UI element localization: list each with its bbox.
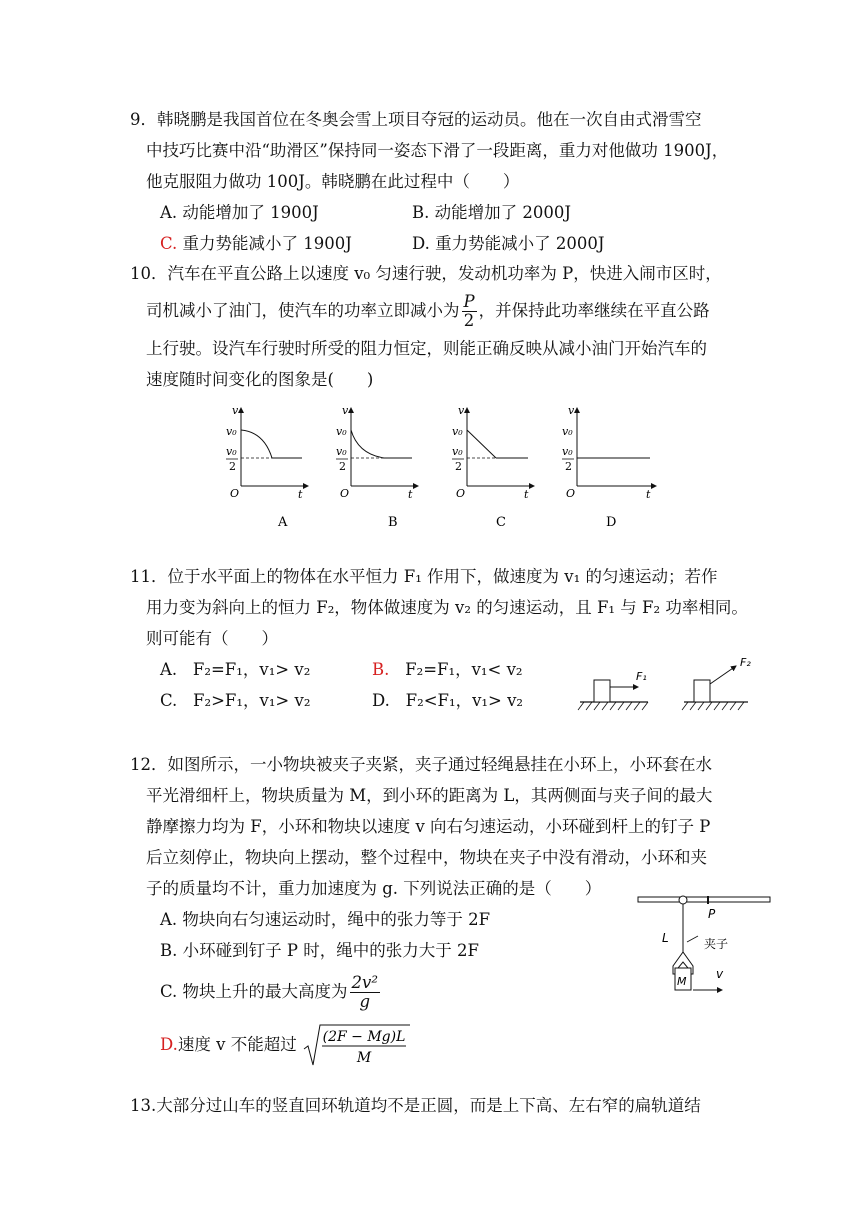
v0-label: v₀ <box>452 425 463 438</box>
question-9 <box>130 104 730 259</box>
v0-half-num: v₀ <box>336 445 347 458</box>
sqrt-denominator: M <box>356 1050 372 1066</box>
label-f1: F₁ <box>636 670 647 683</box>
label-clip: 夹子 <box>704 937 729 951</box>
question-10 <box>130 258 730 395</box>
axis-t-label: t <box>408 488 413 501</box>
q11-option-d[interactable]: D. F₂<F₁，v₁> v₂ <box>372 691 524 710</box>
q11-option-b[interactable]: B. F₂=F₁，v₁< v₂ <box>372 660 523 679</box>
v0-half-den: 2 <box>455 460 462 473</box>
q9-options-row-1 <box>130 197 730 228</box>
q11-line-2: 用力变为斜向上的恒力 F₂，物体做速度为 v₂ 的匀速运动，且 F₁ 与 F₂ 功率相同。 <box>146 598 748 617</box>
q9-option-a[interactable]: A. 动能增加了 1900J <box>160 203 319 222</box>
ring <box>679 896 687 904</box>
v0-label: v₀ <box>336 425 347 438</box>
q9-line-3: 他克服阻力做功 100J。韩晓鹏在此过程中（ ） <box>146 172 520 191</box>
graph-a[interactable] <box>226 404 308 530</box>
graph-a-label: A <box>278 515 288 530</box>
graph-d[interactable] <box>562 404 656 530</box>
v0-label: v₀ <box>562 425 573 438</box>
v0-half-num: v₀ <box>452 445 463 458</box>
graph-b[interactable] <box>336 404 418 530</box>
axis-v-label: v <box>232 404 239 417</box>
label-v: v <box>716 967 724 981</box>
q12-line-5: 子的质量均不计，重力加速度为 g. 下列说法正确的是（ ） <box>146 879 602 898</box>
v0-half-den: 2 <box>565 460 572 473</box>
q11-option-c[interactable]: C. F₂>F₁，v₁> v₂ <box>160 691 311 710</box>
diagram-oblique-force <box>682 656 751 710</box>
axis-v-label: v <box>458 404 465 417</box>
q13-line-1: 13.大部分过山车的竖直回环轨道均不是正圆，而是上下高、左右窄的扁轨道结 <box>130 1096 701 1115</box>
axis-v-label: v <box>342 404 349 417</box>
origin-label: O <box>566 487 576 500</box>
force-diagrams <box>576 650 756 716</box>
q12-option-b[interactable]: B. 小环碰到钉子 P 时，绳中的张力大于 2F <box>160 941 479 960</box>
velocity-time-graphs <box>210 404 670 534</box>
diagram-horizontal-force <box>578 670 648 710</box>
q12-line-1: 12．如图所示，一小物块被夹子夹紧，夹子通过轻绳悬挂在小环上，小环套在水 <box>130 755 712 774</box>
q12-option-c[interactable]: C. 物块上升的最大高度为 $\frac{\text{2v²}}{g}$ <box>160 973 378 1011</box>
graph-c-label: C <box>496 515 506 530</box>
axis-t-label: t <box>524 488 529 501</box>
q12-line-2: 平光滑细杆上，物块质量为 M，到小环的距离为 L，其两侧面与夹子间的最大 <box>146 786 713 805</box>
v0-half-den: 2 <box>339 460 346 473</box>
q12-option-a[interactable]: A. 物块向右匀速运动时，绳中的张力等于 2F <box>160 910 491 929</box>
sqrt-expression <box>302 1019 412 1073</box>
graph-c[interactable] <box>452 404 534 530</box>
rod <box>638 897 770 902</box>
q9-option-c[interactable]: C. 重力势能减小了 1900J <box>160 234 352 253</box>
label-m: M <box>677 975 687 988</box>
graph-b-label: B <box>388 515 398 530</box>
origin-label: O <box>340 487 350 500</box>
sqrt-sign-icon <box>302 1023 412 1069</box>
origin-label: O <box>456 487 466 500</box>
q11-line-1: 11．位于水平面上的物体在水平恒力 F₁ 作用下，做速度为 v₁ 的匀速运动；若作 <box>130 567 718 586</box>
label-l: L <box>662 931 669 945</box>
q12-line-3: 静摩擦力均为 F，小环和物块以速度 v 向右匀速运动，小环碰到杆上的钉子 P <box>146 817 711 836</box>
q11-option-a[interactable]: A. F₂=F₁，v₁> v₂ <box>160 660 311 679</box>
graph-d-label: D <box>606 515 617 530</box>
q12-option-d[interactable]: D.速度 v 不能超过 (2F − Mg)L M <box>130 1018 730 1072</box>
q10-line-1: 10．汽车在平直公路上以速度 v₀ 匀速行驶，发动机功率为 P，快进入闹市区时， <box>130 264 722 283</box>
v0-half-num: v₀ <box>562 445 573 458</box>
q10-line-3: 上行驶。设汽车行驶时所受的阻力恒定，则能正确反映从减小油门开始汽车的 <box>146 339 707 358</box>
clip-pendulum-diagram <box>636 892 776 1002</box>
question-13 <box>130 1090 730 1121</box>
v0-label: v₀ <box>226 425 237 438</box>
origin-label: O <box>230 487 240 500</box>
sqrt-numerator: (2F − Mg)L <box>322 1029 406 1045</box>
q10-line-2: 司机减小了油门，使汽车的功率立即减小为 $\frac{P}{2}$ ，并保持此功率继续在平直公路 <box>146 292 710 330</box>
v0-half-den: 2 <box>229 460 236 473</box>
q12-line-4: 后立刻停止，物块向上摆动，整个过程中，物块在夹子中没有滑动，小环和夹 <box>146 848 707 867</box>
axis-t-label: t <box>646 488 651 501</box>
q11-line-3: 则可能有（ ） <box>146 629 278 648</box>
label-f2: F₂ <box>740 656 751 669</box>
fraction-2v2-over-g: $\frac{\text{2v²}}{g}$ <box>351 973 378 1011</box>
label-p: P <box>708 907 716 921</box>
q9-options-row-2 <box>130 228 730 259</box>
fraction-p-over-2: $\frac{P}{2}$ <box>463 292 475 330</box>
axis-t-label: t <box>298 488 303 501</box>
q10-line-4: 速度随时间变化的图象是( ) <box>146 370 374 389</box>
v0-half-num: v₀ <box>226 445 237 458</box>
q9-line-1: 9．韩晓鹏是我国首位在冬奥会雪上项目夺冠的运动员。他在一次自由式滑雪空 <box>130 110 702 129</box>
q9-line-2: 中技巧比赛中沿“助滑区”保持同一姿态下滑了一段距离，重力对他做功 1900J， <box>146 141 729 160</box>
q9-option-b[interactable]: B. 动能增加了 2000J <box>412 203 571 222</box>
axis-v-label: v <box>568 404 575 417</box>
q9-option-d[interactable]: D. 重力势能减小了 2000J <box>412 234 605 253</box>
